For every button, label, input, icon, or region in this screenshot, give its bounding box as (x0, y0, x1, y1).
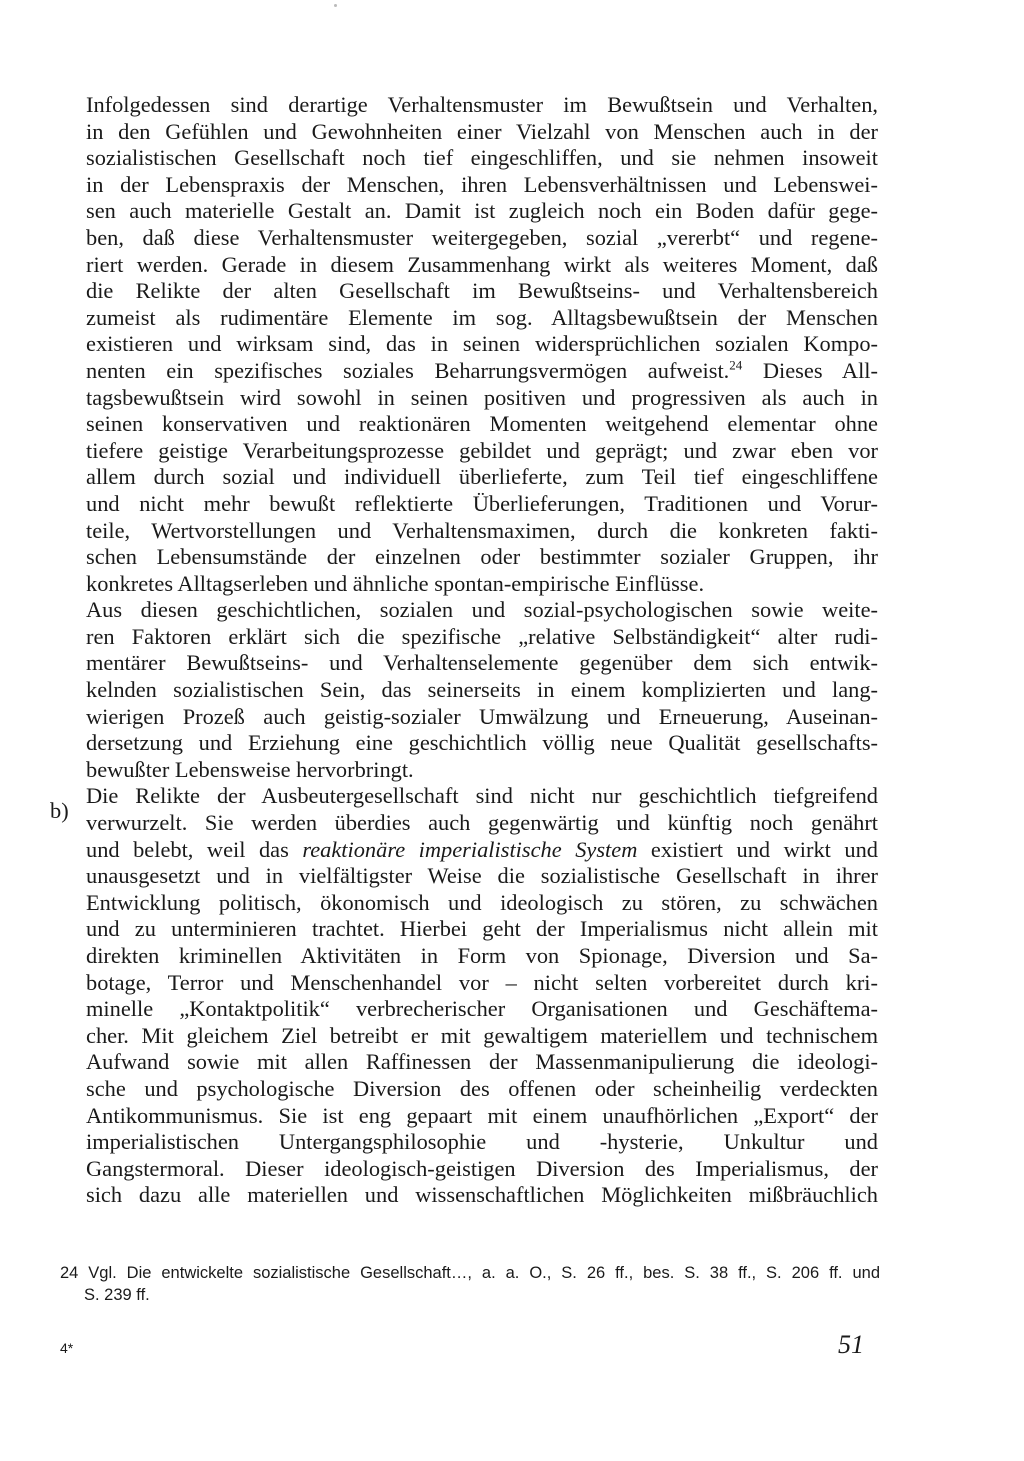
text-line: ren Faktoren erklärt sich die spezifische „relative Selbständigkeit“ alter rudi- (86, 623, 878, 649)
text-line: imperialistischen Untergangsphilosophie und -hysterie, Unkultur und (86, 1129, 878, 1155)
footnote (60, 1262, 880, 1306)
text-line: konkretes Alltagserleben und ähnliche spontan-empirische Einflüsse. (86, 570, 705, 596)
text-segment: Dieses All- (742, 357, 878, 383)
text-line: Die Relikte der Ausbeutergesellschaft sind nicht nur geschichtlich tiefgreifend (86, 783, 878, 809)
text-line: und nicht mehr bewußt reflektierte Überlieferungen, Traditionen und Vorur- (86, 490, 878, 516)
text-line (86, 837, 878, 864)
text-line: Antikommunismus. Sie ist eng gepaart mit einem unaufhörlichen „Export“ der (86, 1102, 878, 1128)
text-line: minelle „Kontaktpolitik“ verbrecherischer Organisationen und Geschäftema- (86, 996, 878, 1022)
text-line: schen Lebensumstände der einzelnen oder bestimmter sozialer Gruppen, ihr (86, 544, 878, 570)
footnote-line: 24 Vgl. Die entwickelte sozialistische Gesellschaft…, a. a. O., S. 26 ff., bes. S. 38 ff., S. 206 ff. und (60, 1264, 880, 1282)
text-line: unausgesetzt und in vielfältigster Weise die sozialistische Gesellschaft in ihrer (86, 863, 878, 889)
sheet-signature: 4* (60, 1340, 74, 1356)
text-line: ben, daß diese Verhaltensmuster weitergegeben, sozial „vererbt“ und regene- (86, 224, 878, 250)
text-line: in den Gefühlen und Gewohnheiten einer Vielzahl von Menschen auch in der (86, 118, 878, 144)
text-line: cher. Mit gleichem Ziel betreibt er mit gewaltigem materiellem und technischem (86, 1022, 878, 1048)
text-line: Aufwand sowie mit allen Raffinessen der Massenmanipulierung die ideologi- (86, 1049, 878, 1075)
emphasized-text: reaktionäre imperialistische System (302, 836, 638, 862)
text-line: allem durch sozial und individuell überlieferte, zum Teil tief eingeschliffene (86, 464, 878, 490)
text-line: zumeist als rudimentäre Elemente im sog. Alltagsbewußtsein der Menschen (86, 304, 878, 330)
footnote-reference: 24 (729, 357, 743, 373)
list-marker: b) (50, 798, 69, 823)
text-line: Infolgedessen sind derartige Verhaltensmuster im Bewußtsein und Verhalten, (86, 92, 878, 117)
text-line: sozialistischen Gesellschaft noch tief eingeschliffen, und sie nehmen insoweit (86, 145, 878, 171)
text-line: bewußter Lebensweise hervorbringt. (86, 756, 414, 782)
text-line: sche und psychologische Diversion des offenen oder scheinheilig verdeckten (86, 1075, 878, 1101)
text-line: teile, Wertvorstellungen und Verhaltensmaximen, durch die konkreten fakti- (86, 517, 878, 543)
text-segment: und belebt, weil das (86, 836, 289, 862)
text-line: tagsbewußtsein wird sowohl in seinen positiven und progressiven als auch in (86, 384, 878, 410)
text-line: Entwicklung politisch, ökonomisch und ideologisch zu stören, zu schwächen (86, 889, 878, 915)
footnote-line: S. 239 ff. (84, 1286, 150, 1304)
text-line: botage, Terror und Menschenhandel vor – nicht selten vorbereitet durch kri- (86, 969, 878, 995)
text-line: und zu unterminieren trachtet. Hierbei geht der Imperialismus nicht allein mit (86, 916, 878, 942)
text-line: dersetzung und Erziehung eine geschichtlich völlig neue Qualität gesellschafts- (86, 730, 878, 756)
text-line: wierigen Prozeß auch geistig-sozialer Umwälzung und Erneuerung, Auseinan- (86, 703, 878, 729)
text-line: sen auch materielle Gestalt an. Damit ist zugleich noch ein Boden dafür gege- (86, 198, 878, 224)
text-line: in der Lebenspraxis der Menschen, ihren Lebensverhältnissen und Lebenswei- (86, 171, 878, 197)
text-line: kelnden sozialistischen Sein, das seinerseits in einem komplizierten und lang- (86, 677, 878, 703)
text-line: die Relikte der alten Gesellschaft im Bewußtseins- und Verhaltensbereich (86, 278, 878, 304)
text-line: mentärer Bewußtseins- und Verhaltenselemente gegenüber dem sich entwik- (86, 650, 878, 676)
text-line: sich dazu alle materiellen und wissenschaftlichen Möglichkeiten mißbräuchlich (86, 1182, 878, 1208)
text-line: seinen konservativen und reaktionären Momenten weitgehend elementar ohne (86, 411, 878, 437)
text-line: existieren und wirksam sind, das in seinen widersprüchlichen sozialen Kompo- (86, 331, 878, 357)
text-segment: nenten ein spezifisches soziales Beharrungsvermögen aufweist. (86, 357, 730, 383)
text-line: riert werden. Gerade in diesem Zusammenhang wirkt als weiteres Moment, daß (86, 251, 878, 277)
text-line: Gangstermoral. Dieser ideologisch-geistigen Diversion des Imperialismus, der (86, 1155, 878, 1181)
page-number: 51 (838, 1330, 864, 1359)
text-line: Aus diesen geschichtlichen, sozialen und sozial-psychologischen sowie weite- (86, 597, 878, 623)
scan-artifact (334, 4, 337, 7)
text-segment: existiert und wirkt und (637, 836, 878, 862)
text-line: direkten kriminellen Aktivitäten in Form von Spionage, Diversion und Sa- (86, 943, 878, 968)
text-line: tiefere geistige Verarbeitungsprozesse gebildet und geprägt; und zwar eben vor (86, 437, 878, 463)
text-line (86, 358, 878, 385)
text-line: verwurzelt. Sie werden überdies auch gegenwärtig und künftig noch genährt (86, 810, 878, 836)
body-text (86, 92, 878, 1209)
